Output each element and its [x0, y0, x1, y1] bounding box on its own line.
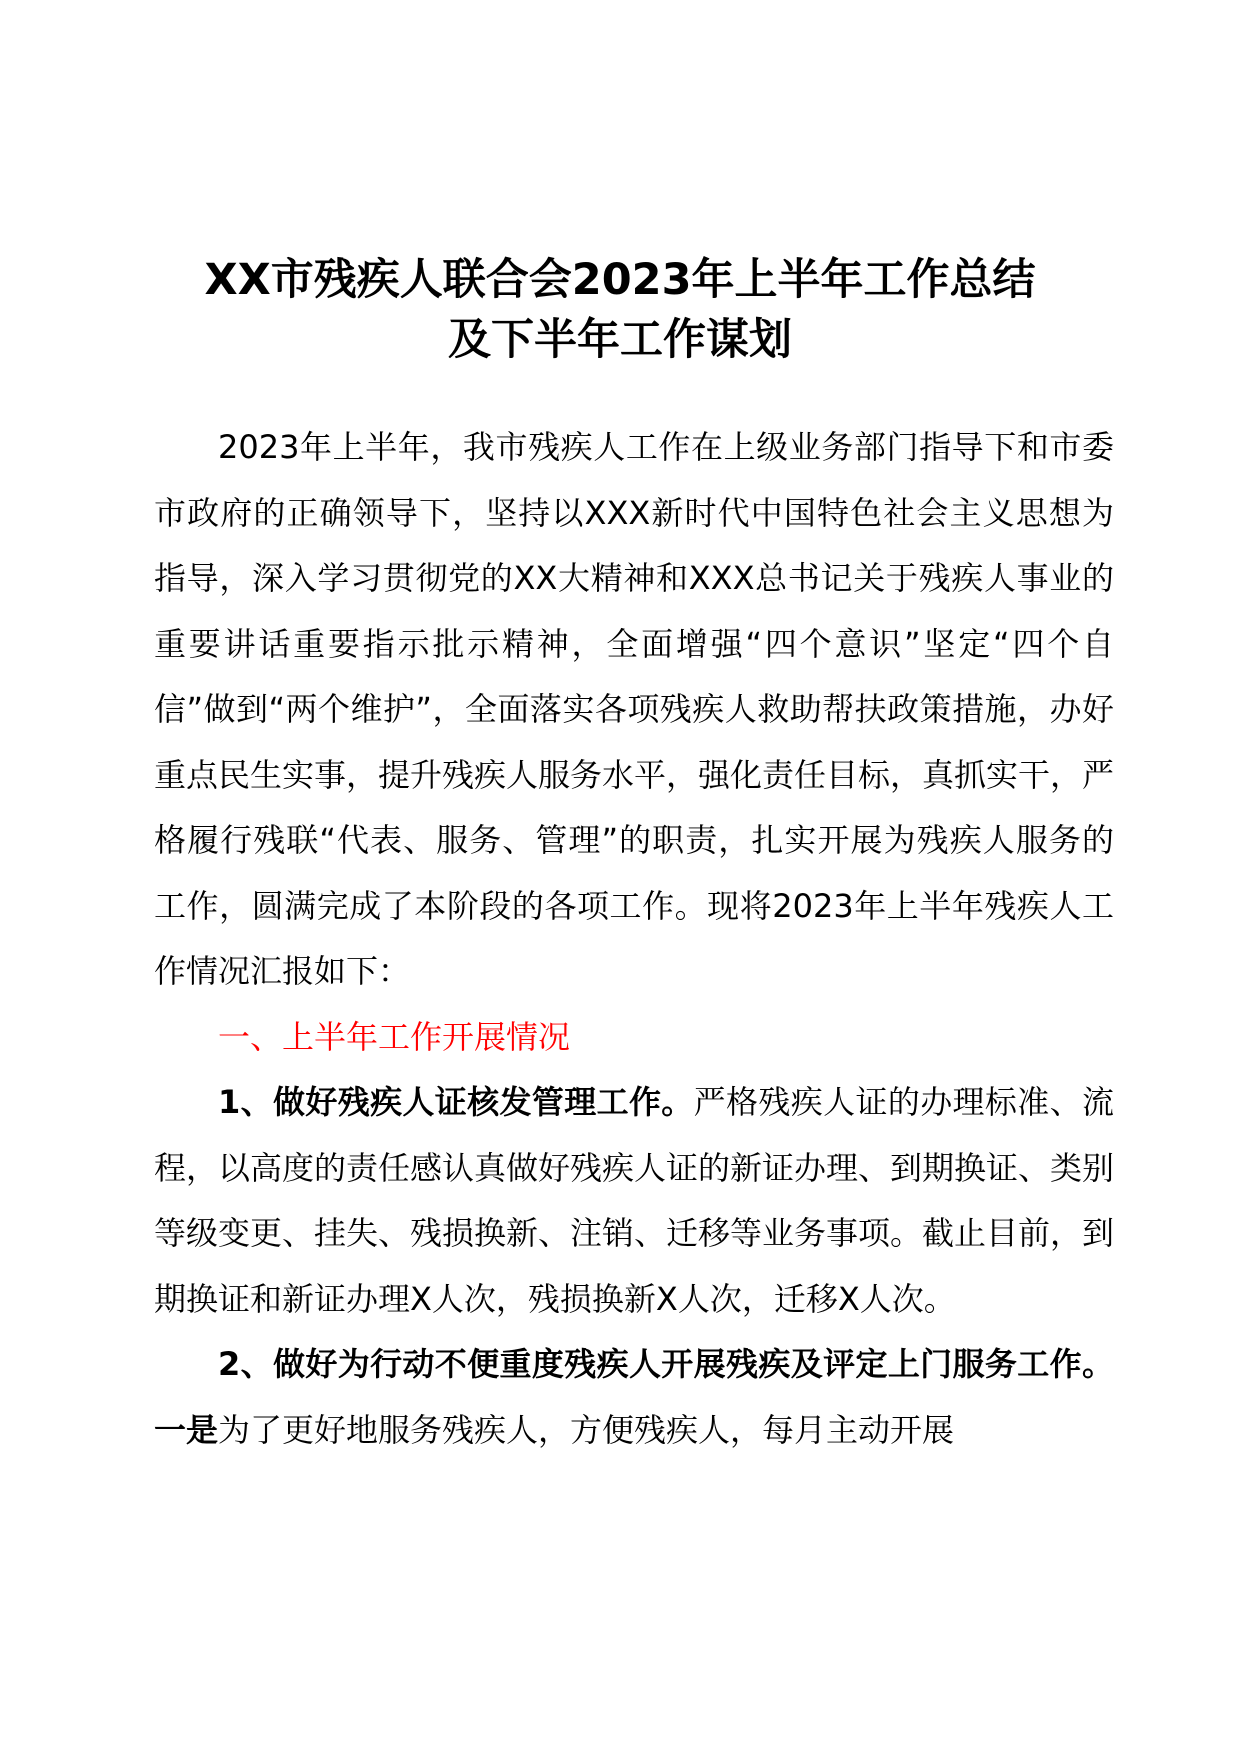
item-2-text: 为了更好地服务残疾人，方便残疾人，每月主动开展: [218, 1410, 955, 1449]
document-body: [154, 415, 1114, 1463]
item-1-text: 严格残疾人证的办理标准、流程，以高度的责任感认真做好残疾人证的新证办理、到期换证、类别等级变更、挂失、残损换新、注销、迁移等业务事项。截止目前，到期换证和新证办理X人次，残损换新X人次，迁移X人次。: [154, 1083, 1115, 1318]
item-1-title: 1、做好残疾人证核发管理工作。: [218, 1083, 694, 1121]
item-2-title: 2、做好为行动不便重度残疾人开展残疾及评定上门服务工作。: [218, 1345, 1114, 1383]
intro-paragraph: 2023年上半年，我市残疾人工作在上级业务部门指导下和市委市政府的正确领导下，坚持以XXX新时代中国特色社会主义思想为指导，深入学习贯彻党的XX大精神和XXX总书记关于残疾人事业的重要讲话重要指示批示精神，全面增强“四个意识”坚定“四个自信”做到“两个维护”，全面落实各项残疾人救助帮扶政策措施，办好重点民生实事，提升残疾人服务水平，强化责任目标，真抓实干，严格履行残联“代表、服务、管理”的职责，扎实开展为残疾人服务的工作，圆满完成了本阶段的各项工作。现将2023年上半年残疾人工作情况汇报如下：: [154, 428, 1115, 990]
section-heading: 一、上半年工作开展情况: [218, 1017, 571, 1056]
item-1-paragraph: [154, 1070, 1114, 1332]
item-2-paragraph: [154, 1332, 1114, 1463]
document-title-line-1: XX市残疾人联合会2023年上半年工作总结: [204, 255, 1036, 305]
document-title-line-2: 及下半年工作谋划: [448, 315, 792, 365]
item-2-lead: 一是: [154, 1410, 219, 1449]
